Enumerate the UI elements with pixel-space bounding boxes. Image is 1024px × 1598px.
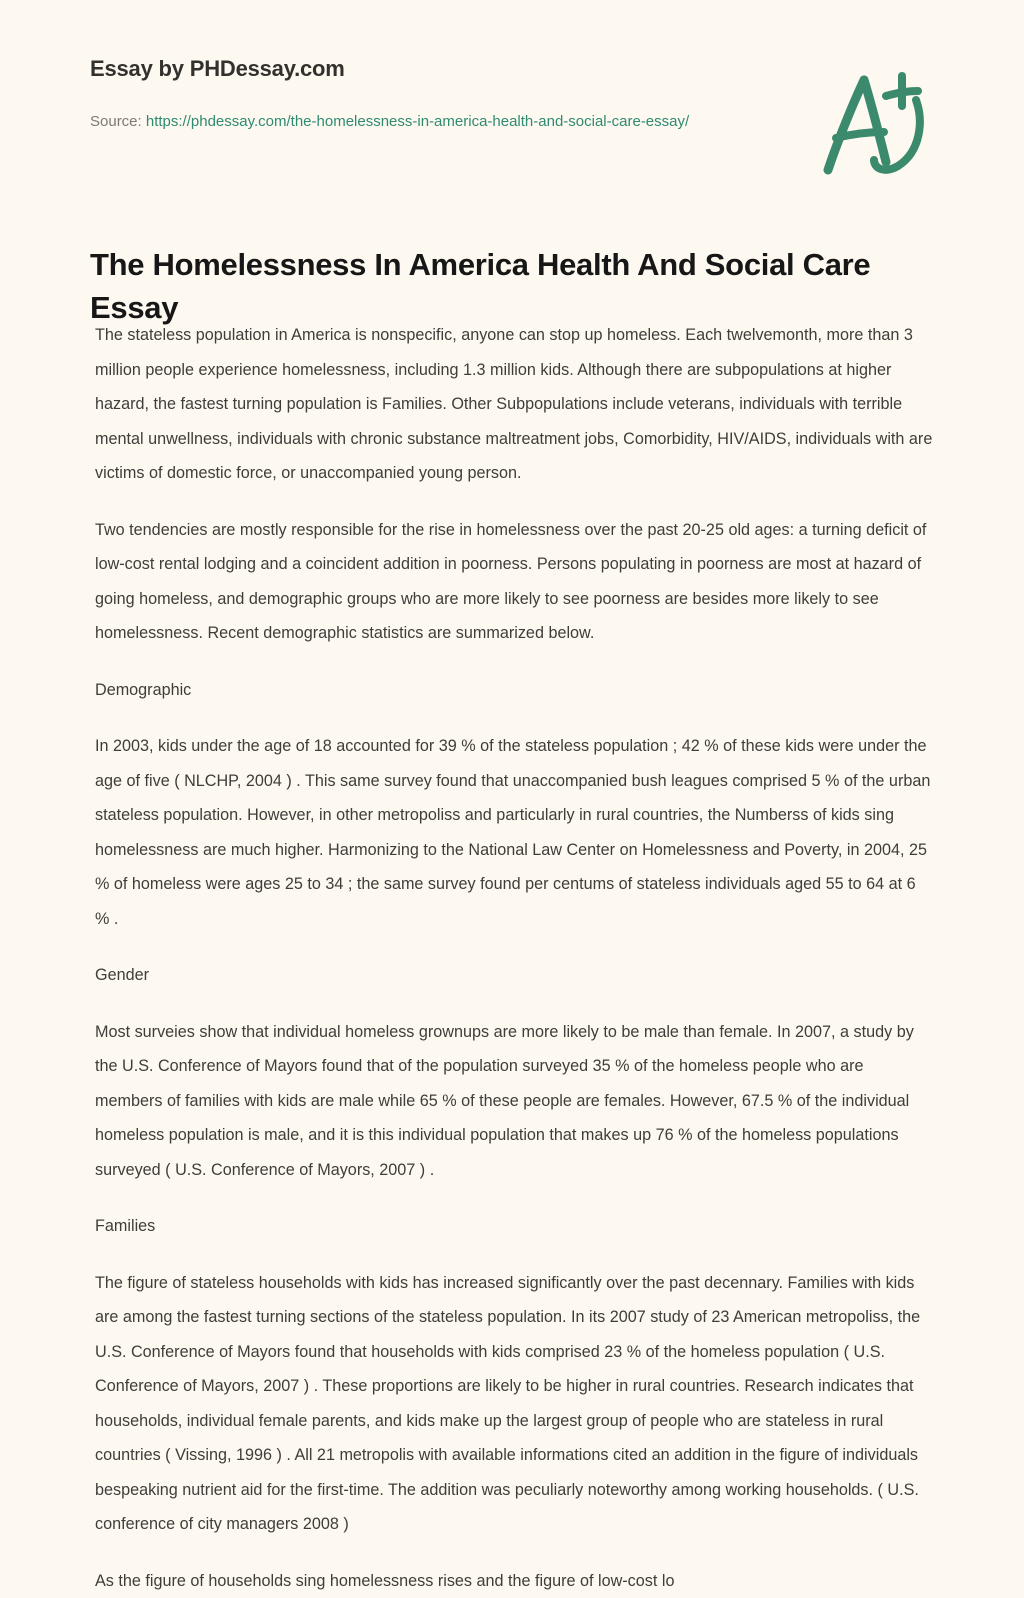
- paragraph-gender: Most surveies show that individual homeless grownups are more likely to be male than female. In 2007, a study by the U.S. Conference of Mayors found that of the population surveyed 35 % of the homeless people who are members of families with kids are male while 65 % of these people are females. However, 67.5 % of the individual homeless population is male, and it is this individual population that makes up 76 % of the homeless populations surveyed ( U.S. Conference of Mayors, 2007 ) .: [95, 1015, 933, 1188]
- source-label: Source:: [90, 113, 142, 130]
- paragraph-families: The figure of stateless households with kids has increased significantly over the past decennary. Families with kids are among the fastest turning sections of the stateless population. In its 2007 study of 23 American metropoliss, the U.S. Conference of Mayors found that households with kids comprised 23 % of the homeless population ( U.S. Conference of Mayors, 2007 ) . These proportions are likely to be higher in rural countries. Research indicates that households, individual female parents, and kids make up the largest group of people who are stateless in rural countries ( Vissing, 1996 ) . All 21 metropolis with available informations cited an addition in the figure of individuals bespeaking nutrient aid for the first-time. The addition was peculiarly noteworthy among working households. ( U.S. conference of city managers 2008 ): [95, 1266, 933, 1542]
- essay-body: [95, 318, 933, 1598]
- paragraph-truncated: As the figure of households sing homelessness rises and the figure of low-cost lo: [95, 1564, 933, 1598]
- source-url-link[interactable]: https://phdessay.com/the-homelessness-in-america-health-and-social-care-essay/: [146, 113, 689, 130]
- paragraph-demographic: In 2003, kids under the age of 18 accounted for 39 % of the stateless population ; 42 % of these kids were under the age of five ( NLCHP, 2004 ) . This same survey found that unaccompanied bush leagues comprised 5 % of the urban stateless population. However, in other metropoliss and particularly in rural countries, the Numberss of kids sing homelessness are much higher. Harmonizing to the National Law Center on Homelessness and Poverty, in 2004, 25 % of homeless were ages 25 to 34 ; the same survey found per centums of stateless individuals aged 55 to 64 at 6 % .: [95, 729, 933, 936]
- a-plus-logo: [812, 66, 932, 181]
- source-line: [90, 108, 690, 136]
- section-heading-families: Families: [95, 1209, 933, 1244]
- paragraph-intro: The stateless population in America is nonspecific, anyone can stop up homeless. Each twelvemonth, more than 3 million people experience homelessness, including 1.3 million kids. Although there are subpopulations at higher hazard, the fastest turning population is Families. Other Subpopulations include veterans, individuals with terrible mental unwellness, individuals with chronic substance maltreatment jobs, Comorbidity, HIV/AIDS, individuals with are victims of domestic force, or unaccompanied young person.: [95, 318, 933, 491]
- paragraph-trends: Two tendencies are mostly responsible for the rise in homelessness over the past 20-25 old ages: a turning deficit of low-cost rental lodging and a coincident addition in poorness. Persons populating in poorness are most at hazard of going homeless, and demographic groups who are more likely to see poorness are besides more likely to see homelessness. Recent demographic statistics are summarized below.: [95, 513, 933, 651]
- page-title: The Homelessness In America Health And Social Care Essay: [90, 243, 930, 329]
- section-heading-gender: Gender: [95, 958, 933, 993]
- brand-title: Essay by PHDessay.com: [90, 56, 345, 82]
- section-heading-demographic: Demographic: [95, 673, 933, 708]
- document-header: [0, 0, 1024, 190]
